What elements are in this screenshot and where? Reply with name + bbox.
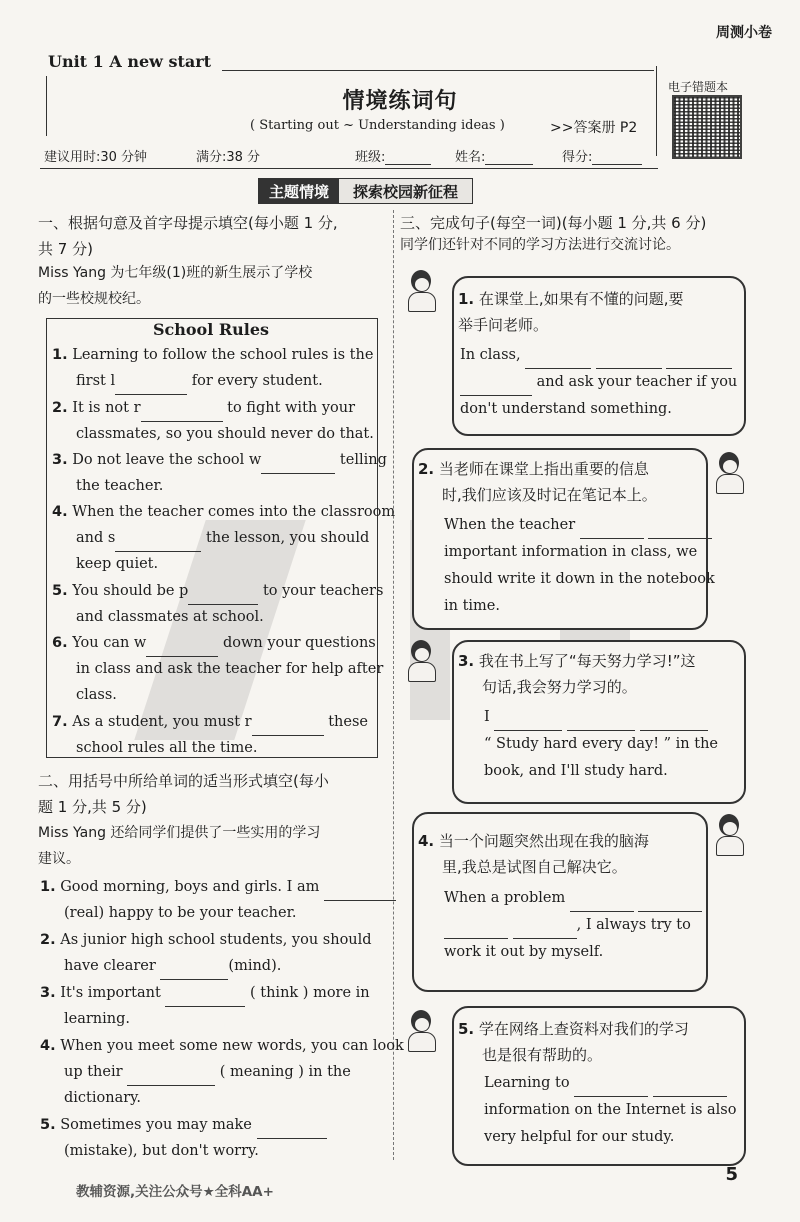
student-avatar-icon (406, 640, 436, 680)
exercise-item-line: dictionary. (64, 1090, 142, 1106)
page-number: 5 (725, 1164, 738, 1185)
section2-intro-cont: 建议。 (38, 851, 80, 867)
rule-item: 5. You should be p to your teachers (52, 578, 383, 605)
rule-item-line: classmates, so you should never do that. (76, 426, 374, 442)
rule-item: 3. Do not leave the school w telling (52, 447, 387, 474)
answer-blank[interactable] (666, 352, 732, 369)
rule-item-line: the teacher. (76, 478, 164, 494)
bubble-cn-line: 时,我们应该及时记在笔记本上。 (442, 486, 657, 504)
rule-item: 7. As a student, you must r these (52, 709, 368, 736)
bubble-cn-line: 句话,我会努力学习的。 (482, 678, 637, 696)
bubble-en-line: information on the Internet is also (484, 1102, 737, 1118)
answer-blank[interactable] (648, 522, 712, 539)
page-title: 情境练词句 (342, 89, 458, 114)
rule-item-line: first l for every student. (76, 368, 323, 395)
full-score: 满分:38 分 (196, 150, 261, 165)
page-subtitle: ( Starting out ~ Understanding ideas ) (250, 118, 505, 133)
answer-blank[interactable] (596, 352, 662, 369)
bubble-cn-line: 举手问老师。 (458, 316, 549, 334)
header-bottom-rule (40, 168, 658, 169)
answer-blank[interactable] (115, 535, 201, 552)
qr-code-icon[interactable] (672, 95, 742, 159)
rule-item: 6. You can w down your questions (52, 630, 376, 657)
exercise-item: 2. As junior high school students, you should (40, 932, 372, 948)
name-label: 姓名: (455, 150, 486, 165)
bubble-en-line: very helpful for our study. (484, 1129, 675, 1145)
answer-blank[interactable] (188, 588, 258, 605)
bubble-en-line: book, and I'll study hard. (484, 763, 668, 779)
answer-blank[interactable] (574, 1080, 648, 1097)
student-avatar-icon (714, 452, 744, 492)
bubble-cn-line: 也是很有帮助的。 (482, 1046, 603, 1064)
score-field[interactable] (562, 146, 642, 165)
bubble-en-line: “ Study hard every day! ” in the (484, 736, 719, 752)
suggested-time: 建议用时:30 分钟 (44, 150, 148, 165)
answer-blank[interactable] (141, 405, 223, 422)
rule-item-line: class. (76, 687, 117, 703)
answer-blank[interactable] (324, 884, 396, 901)
bubble-en-line: important information in class, we (444, 544, 698, 560)
rule-item-line: in class and ask the teacher for help after (76, 661, 384, 677)
answer-blank[interactable] (146, 640, 218, 657)
section1-intro-cont: 的一些校规校纪。 (38, 291, 150, 307)
header-rule (222, 70, 654, 71)
rule-item-line: and classmates at school. (76, 609, 264, 625)
bubble-en-line: , I always try to (444, 912, 691, 939)
exercise-item: 5. Sometimes you may make (40, 1112, 327, 1139)
exercise-item-line: have clearer (mind). (64, 953, 281, 980)
answer-reference: >>答案册 P2 (550, 120, 638, 136)
score-label: 得分: (562, 150, 593, 165)
answer-blank[interactable] (160, 963, 228, 980)
exercise-item: 4. When you meet some new words, you can look (40, 1038, 404, 1054)
column-divider (393, 210, 394, 1160)
bubble-en-line: in time. (444, 598, 500, 614)
answer-blank[interactable] (460, 379, 532, 396)
answer-blank[interactable] (127, 1069, 215, 1086)
section2-heading: 二、用括号中所给单词的适当形式填空(每小 (38, 772, 329, 790)
answer-blank[interactable] (257, 1122, 327, 1139)
answer-blank[interactable] (513, 922, 577, 939)
answer-blank[interactable] (638, 895, 702, 912)
bubble-en-line: Learning to (484, 1070, 727, 1097)
theme-banner (258, 178, 473, 204)
exercise-item-line: up their ( meaning ) in the (64, 1059, 351, 1086)
bubble-cn-line: 1. 在课堂上,如果有不懂的问题,要 (458, 290, 684, 308)
theme-label: 主题情境 (259, 179, 339, 203)
section1-intro: Miss Yang 为七年级(1)班的新生展示了学校 (38, 265, 313, 281)
exercise-item: 3. It's important ( think ) more in (40, 980, 370, 1007)
class-label: 班级: (355, 150, 386, 165)
exercise-item: 1. Good morning, boys and girls. I am (40, 874, 396, 901)
section2-heading-cont: 题 1 分,共 5 分) (38, 798, 147, 816)
rule-item: 4. When the teacher comes into the classroom (52, 504, 396, 520)
footer-note: 教辅资源,关注公众号★全科AA+ (76, 1184, 274, 1200)
qr-label: 电子错题本 (668, 80, 729, 94)
class-field[interactable] (355, 146, 431, 165)
bubble-en-line: don't understand something. (460, 401, 672, 417)
bubble-cn-line: 里,我总是试图自己解决它。 (442, 858, 627, 876)
answer-blank[interactable] (444, 922, 508, 939)
bubble-cn-line: 5. 学在网络上查资料对我们的学习 (458, 1020, 689, 1038)
bubble-en-line: work it out by myself. (444, 944, 604, 960)
bubble-en-line: In class, (460, 342, 732, 369)
exercise-item-line: (real) happy to be your teacher. (64, 905, 297, 921)
weekly-quiz-tag: 周测小卷 (716, 25, 772, 41)
section1-heading-cont: 共 7 分) (38, 240, 93, 258)
section1-heading: 一、根据句意及首字母提示填空(每小题 1 分, (38, 214, 338, 232)
bubble-en-line: When a problem (444, 885, 702, 912)
student-avatar-icon (406, 1010, 436, 1050)
answer-blank[interactable] (252, 719, 324, 736)
section3-heading: 三、完成句子(每空一词)(每小题 1 分,共 6 分) (400, 214, 707, 232)
answer-blank[interactable] (580, 522, 644, 539)
rule-item-line: school rules all the time. (76, 740, 258, 756)
section2-intro: Miss Yang 还给同学们提供了一些实用的学习 (38, 825, 321, 841)
student-avatar-icon (406, 270, 436, 310)
exercise-item-line: learning. (64, 1011, 131, 1027)
rule-item-line: and s the lesson, you should (76, 525, 369, 552)
answer-blank[interactable] (115, 378, 187, 395)
rule-item-line: keep quiet. (76, 556, 159, 572)
answer-blank[interactable] (165, 990, 245, 1007)
answer-blank[interactable] (653, 1080, 727, 1097)
answer-blank[interactable] (567, 714, 635, 731)
exercise-item-line: (mistake), but don't worry. (64, 1143, 259, 1159)
answer-blank[interactable] (570, 895, 634, 912)
name-field[interactable] (455, 146, 533, 165)
unit-title: Unit 1 A new start (48, 52, 212, 71)
bubble-en-line: I (484, 704, 708, 731)
bubble-cn-line: 4. 当一个问题突然出现在我的脑海 (418, 832, 649, 850)
bubble-cn-line: 2. 当老师在课堂上指出重要的信息 (418, 460, 649, 478)
answer-blank[interactable] (494, 714, 562, 731)
bubble-en-line: and ask your teacher if you (460, 369, 737, 396)
bubble-en-line: When the teacher (444, 512, 712, 539)
answer-blank[interactable] (525, 352, 591, 369)
answer-blank[interactable] (261, 457, 335, 474)
theme-text: 探索校园新征程 (339, 179, 472, 203)
section3-intro: 同学们还针对不同的学习方法进行交流讨论。 (400, 237, 680, 253)
bubble-en-line: should write it down in the notebook (444, 571, 715, 587)
student-avatar-icon (714, 814, 744, 854)
school-rules-title: School Rules (152, 320, 270, 339)
rule-item: 2. It is not r to fight with your (52, 395, 355, 422)
bubble-cn-line: 3. 我在书上写了“每天努力学习!”这 (458, 652, 696, 670)
rule-item: 1. Learning to follow the school rules is the (52, 347, 374, 363)
answer-blank[interactable] (640, 714, 708, 731)
